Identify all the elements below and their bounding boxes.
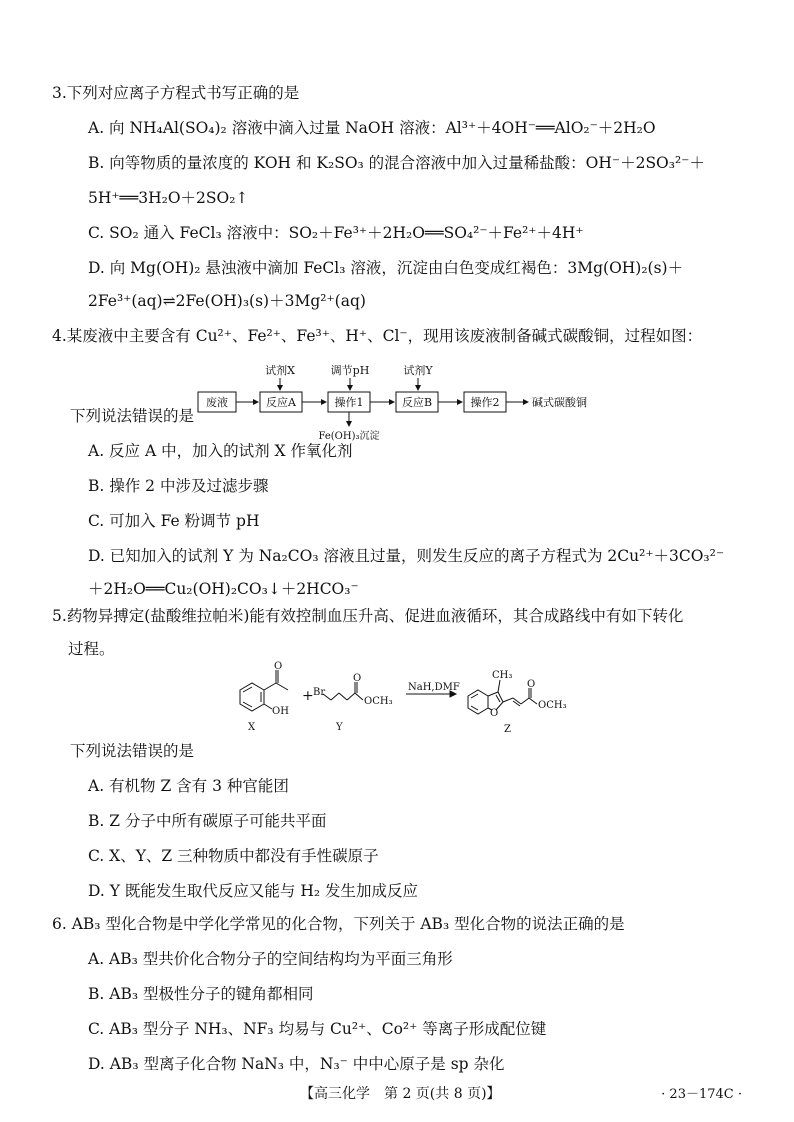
q5-stem-line2: 过程。 [68,640,115,658]
q4-option-a: A. 反应 A 中，加入的试剂 X 作氧化剂 [88,442,353,460]
flow-box-operation-2-label: 操作2 [470,396,500,409]
q3-option-a: A. 向 NH₄Al(SO₄)₂ 溶液中滴入过量 NaOH 溶液：Al³⁺＋4OH⁻══AlO₂⁻＋2H₂O [88,119,656,137]
reaction-reagent-label: NaH,DMF [408,682,460,693]
z-benzene-ring [468,690,488,714]
q3-stem: 3.下列对应离子方程式书写正确的是 [52,84,300,102]
flow-precipitate-label: Fe(OH)₃沉淀 [318,431,380,442]
z-furan-o: O [490,708,499,719]
x-compound-label: X [248,722,256,733]
q6-stem: 6. AB₃ 型化合物是中学化学常见的化合物，下列关于 AB₃ 型化合物的说法正确的是 [52,915,625,933]
q4-option-d-line2: ＋2H₂O══Cu₂(OH)₂CO₃↓＋2HCO₃⁻ [88,580,359,598]
y-br-label: Br [313,687,326,698]
z-och3-label: OCH₃ [538,700,567,711]
q4-flowchart [190,352,630,444]
footer-page-number: 【高三化学 第 2 页(共 8 页)】 [300,1086,501,1102]
q6-option-d: D. AB₃ 型离子化合物 NaN₃ 中，N₃⁻ 中中心原子是 sp 杂化 [88,1055,505,1073]
x-carbonyl-o: O [274,661,283,672]
q6-option-c: C. AB₃ 型分子 NH₃、NF₃ 均易与 Cu²⁺、Co²⁺ 等离子形成配位键 [88,1020,547,1038]
q5-option-d: D. Y 既能发生取代反应又能与 H₂ 发生加成反应 [88,882,418,900]
q3-option-c: C. SO₂ 通入 FeCl₃ 溶液中：SO₂＋Fe³⁺＋2H₂O══SO₄²⁻＋Fe²⁺＋4H⁺ [88,224,584,242]
flow-box-waste-label: 废液 [206,396,228,409]
footer-exam-code: · 23－174C · [661,1087,742,1102]
x-oh-label: OH [272,706,289,717]
z-carbonyl-o: O [527,679,536,690]
q4-option-c: C. 可加入 Fe 粉调节 pH [88,512,260,530]
q4-option-d-line1: D. 已知加入的试剂 Y 为 Na₂CO₃ 溶液且过量，则发生反应的离子方程式为 2Cu²⁺＋3CO₃²⁻ [88,547,725,565]
q6-option-a: A. AB₃ 型共价化合物分子的空间结构均为平面三角形 [88,950,453,968]
y-carbonyl-o: O [353,673,362,684]
q5-option-a: A. 有机物 Z 含有 3 种官能团 [88,777,289,795]
flow-box-reaction-a-label: 反应A [266,396,296,409]
q6-option-b: B. AB₃ 型极性分子的键角都相同 [88,985,314,1003]
y-och3-label: OCH₃ [364,696,393,707]
q5-sub-stem: 下列说法错误的是 [70,742,195,760]
page-footer [0,1083,794,1105]
q5-reaction-scheme [228,660,608,738]
plus-sign: + [302,688,314,704]
flow-product-label: 碱式碳酸铜 [532,396,587,409]
q5-option-b: B. Z 分子中所有碳原子可能共平面 [88,812,327,830]
q4-option-b: B. 操作 2 中涉及过滤步骤 [88,477,269,495]
flow-adjust-ph-label: 调节pH [330,364,370,377]
q5-stem-line1: 5.药物异搏定(盐酸维拉帕米)能有效控制血压升高、促进血液循环，其合成路线中有如下转化 [52,607,684,625]
q5-option-c: C. X、Y、Z 三种物质中都没有手性碳原子 [88,847,379,865]
flow-reagent-y-label: 试剂Y [403,364,433,377]
flow-box-operation-1-label: 操作1 [334,396,364,409]
q4-sub-stem: 下列说法错误的是 [70,407,195,425]
z-compound-label: Z [504,724,511,735]
q3-option-d-line2: 2Fe³⁺(aq)⇌2Fe(OH)₃(s)＋3Mg²⁺(aq) [88,292,366,310]
q3-option-b-line1: B. 向等物质的量浓度的 KOH 和 K₂SO₃ 的混合溶液中加入过量稀盐酸：OH⁻＋2SO₃²⁻＋ [88,154,705,172]
q4-stem: 4.某废液中主要含有 Cu²⁺、Fe²⁺、Fe³⁺、H⁺、Cl⁻，现用该废液制备碱式碳酸铜，过程如图： [52,327,703,345]
flow-box-reaction-b-label: 反应B [401,396,433,409]
y-compound-label: Y [336,722,343,733]
q3-option-b-line2: 5H⁺══3H₂O＋2SO₂↑ [88,189,249,207]
z-ch3-label: CH₃ [492,670,513,681]
flow-reagent-x-label: 试剂X [265,364,295,377]
q3-option-d-line1: D. 向 Mg(OH)₂ 悬浊液中滴加 FeCl₃ 溶液，沉淀由白色变成红褐色：3Mg(OH)₂(s)＋ [88,259,684,277]
